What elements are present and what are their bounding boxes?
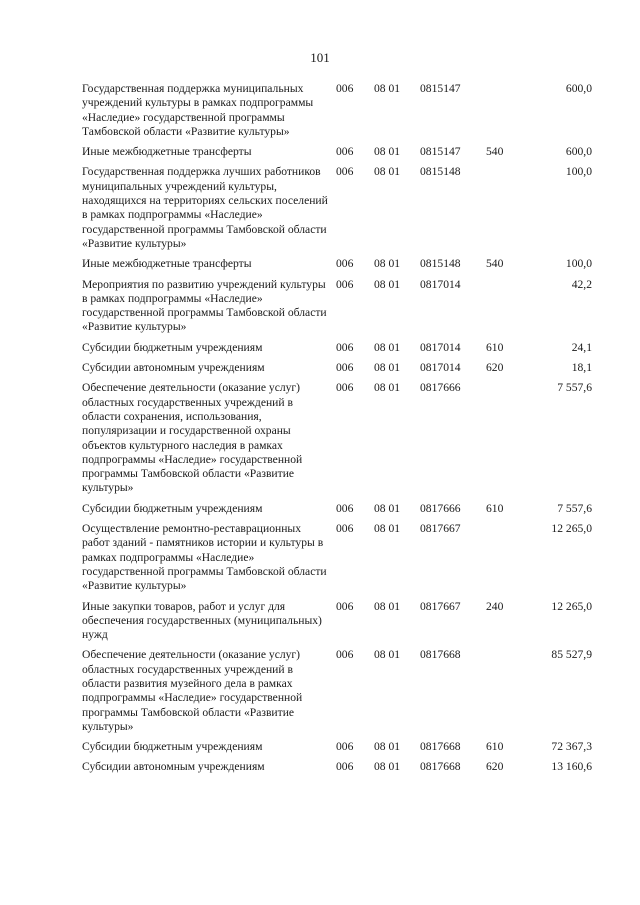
- row-code-target-article: 0817666: [420, 501, 461, 515]
- row-name: Иные закупки товаров, работ и услуг для обеспечения государственных (муниципальных) нужд: [82, 599, 322, 642]
- table-row: [82, 760, 592, 774]
- row-code-expense-type: 610: [486, 501, 504, 515]
- row-code-target-article: 0817014: [420, 277, 461, 291]
- row-amount: 13 160,6: [551, 760, 592, 774]
- row-code-section: 08 01: [374, 340, 401, 354]
- row-code-target-article: 0817668: [420, 760, 461, 774]
- row-code-section: 08 01: [374, 277, 401, 291]
- row-amount: 600,0: [565, 145, 592, 159]
- row-amount: 100,0: [565, 257, 592, 271]
- row-code-target-article: 0817666: [420, 381, 461, 395]
- row-code-target-article: 0815148: [420, 257, 461, 271]
- page-number: 101: [310, 50, 330, 65]
- row-code-ministry: 006: [336, 165, 354, 179]
- table-row: [82, 600, 592, 643]
- row-amount: 7 557,6: [557, 501, 592, 515]
- row-amount: 7 557,6: [557, 381, 592, 395]
- budget-table-body: [82, 82, 592, 775]
- row-name: Обеспечение деятельности (оказание услуг) областных государственных учреждений в области сохранения, использования, популяризации и государственной охраны объектов культурного наследия в рамках подпрограммы «Наследие» государственной программы Тамбовской области «Развитие культуры»: [82, 381, 303, 495]
- table-row: [82, 381, 592, 495]
- row-name: Субсидии бюджетным учреждениям: [82, 740, 263, 754]
- table-row: [82, 648, 592, 734]
- row-code-section: 08 01: [374, 361, 401, 375]
- row-name: Иные межбюджетные трансферты: [82, 145, 252, 159]
- table-row: [82, 361, 592, 375]
- table-row: [82, 165, 592, 251]
- row-code-target-article: 0817667: [420, 599, 461, 613]
- row-name: Мероприятия по развитию учреждений культуры в рамках подпрограммы «Наследие» государственной программы Тамбовской области «Развитие культуры»: [82, 277, 327, 334]
- row-code-expense-type: [486, 648, 526, 734]
- table-row: [82, 82, 592, 139]
- row-code-section: 08 01: [374, 648, 401, 662]
- row-amount: 24,1: [571, 340, 592, 354]
- row-code-section: 08 01: [374, 740, 401, 754]
- row-code-expense-type: [486, 165, 526, 251]
- row-amount: 18,1: [571, 361, 592, 375]
- row-code-ministry: 006: [336, 82, 354, 95]
- row-code-section: 08 01: [374, 522, 401, 536]
- row-amount: 12 265,0: [551, 599, 592, 613]
- row-name: Субсидии бюджетным учреждениям: [82, 340, 263, 354]
- row-code-target-article: 0815147: [420, 82, 461, 95]
- row-code-expense-type: 610: [486, 340, 504, 354]
- table-row: [82, 522, 592, 593]
- row-amount: 100,0: [565, 165, 592, 179]
- row-code-ministry: 006: [336, 760, 354, 774]
- row-name: Субсидии автономным учреждениям: [82, 760, 265, 774]
- row-code-target-article: 0815148: [420, 165, 461, 179]
- row-amount: 600,0: [565, 82, 592, 95]
- row-code-target-article: 0815147: [420, 145, 461, 159]
- row-code-expense-type: [486, 278, 526, 335]
- row-amount: 12 265,0: [551, 522, 592, 536]
- table-row: [82, 257, 592, 271]
- table-row: [82, 341, 592, 355]
- row-code-ministry: 006: [336, 257, 354, 271]
- row-name: Иные межбюджетные трансферты: [82, 257, 252, 271]
- row-code-ministry: 006: [336, 648, 354, 662]
- table-row: [82, 502, 592, 516]
- row-code-section: 08 01: [374, 82, 401, 95]
- row-code-section: 08 01: [374, 257, 401, 271]
- row-code-ministry: 006: [336, 501, 354, 515]
- row-code-expense-type: 620: [486, 361, 504, 375]
- row-code-section: 08 01: [374, 165, 401, 179]
- row-code-target-article: 0817014: [420, 340, 461, 354]
- row-code-expense-type: [486, 82, 526, 139]
- row-amount: 42,2: [571, 277, 592, 291]
- row-code-section: 08 01: [374, 381, 401, 395]
- row-code-target-article: 0817014: [420, 361, 461, 375]
- row-code-section: 08 01: [374, 599, 401, 613]
- row-code-ministry: 006: [336, 145, 354, 159]
- row-code-target-article: 0817668: [420, 648, 461, 662]
- row-code-expense-type: 620: [486, 760, 504, 774]
- row-name: Осуществление ремонтно-реставрационных работ зданий - памятников истории и культуры в рамках подпрограммы «Наследие» государственной программы Тамбовской области «Развитие культуры»: [82, 522, 327, 593]
- row-code-ministry: 006: [336, 340, 354, 354]
- row-code-expense-type: 240: [486, 599, 504, 613]
- row-name: Обеспечение деятельности (оказание услуг) областных государственных учреждений в области развития музейного дела в рамках подпрограммы «Наследие» государственной программы Тамбовской области «Развитие культуры»: [82, 648, 303, 733]
- row-name: Государственная поддержка муниципальных учреждений культуры в рамках подпрограммы «Наследие» государственной программы Тамбовской области «Развитие культуры»: [82, 82, 314, 138]
- row-code-section: 08 01: [374, 760, 401, 774]
- row-code-expense-type: 610: [486, 740, 504, 754]
- table-row: [82, 145, 592, 159]
- row-amount: 85 527,9: [551, 648, 592, 662]
- row-code-ministry: 006: [336, 381, 354, 395]
- row-code-ministry: 006: [336, 361, 354, 375]
- row-code-section: 08 01: [374, 501, 401, 515]
- row-amount: 72 367,3: [551, 740, 592, 754]
- row-code-target-article: 0817667: [420, 522, 461, 536]
- row-code-expense-type: [486, 522, 526, 593]
- row-name: Субсидии бюджетным учреждениям: [82, 501, 263, 515]
- row-code-ministry: 006: [336, 740, 354, 754]
- row-code-ministry: 006: [336, 599, 354, 613]
- budget-table: [82, 82, 592, 775]
- row-code-expense-type: 540: [486, 145, 504, 159]
- table-row: [82, 278, 592, 335]
- row-code-ministry: 006: [336, 522, 354, 536]
- row-code-section: 08 01: [374, 145, 401, 159]
- row-code-expense-type: 540: [486, 257, 504, 271]
- table-row: [82, 740, 592, 754]
- row-code-target-article: 0817668: [420, 740, 461, 754]
- row-code-ministry: 006: [336, 277, 354, 291]
- row-name: Субсидии автономным учреждениям: [82, 361, 265, 375]
- row-code-expense-type: [486, 381, 526, 495]
- row-name: Государственная поддержка лучших работников муниципальных учреждений культуры, находящихся на территориях сельских поселений в рамках подпрограммы «Наследие» государственной программы Тамбовской области «Развитие культуры»: [82, 165, 328, 250]
